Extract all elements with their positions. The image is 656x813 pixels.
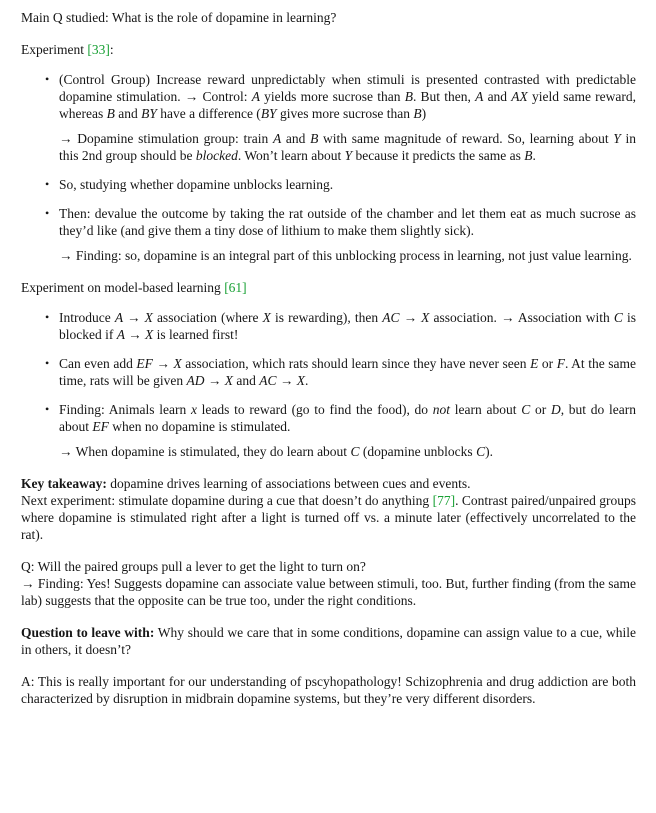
text-run: Question to leave with: xyxy=(21,625,155,640)
text-run: B xyxy=(310,131,319,146)
bullet-icon: • xyxy=(45,177,50,191)
text-run: . Won’t learn about xyxy=(237,148,345,163)
list-item-paragraph xyxy=(59,71,636,122)
text-run: Q: Will the paired groups pull a lever to get the light to turn on? xyxy=(21,559,366,574)
text-run: EF → X xyxy=(136,356,182,371)
text-run: Why should we care that in some conditions, dopamine can assign value to a cue, while in others, it doesn’t? xyxy=(21,625,636,657)
text-run: Key takeaway: xyxy=(21,476,107,491)
text-run: BY xyxy=(141,106,157,121)
text-run: ) xyxy=(421,106,427,121)
text-run: or xyxy=(538,356,557,371)
bullet-item-body xyxy=(59,401,636,460)
bullet-item-body xyxy=(59,309,636,343)
text-run: So, studying whether dopamine unblocks learning. xyxy=(59,177,334,192)
text-run: because it predicts the same as xyxy=(352,148,525,163)
text-run: Finding: Animals learn xyxy=(59,402,191,417)
text-run: . At the same time, rats will be given xyxy=(59,356,636,388)
text-run: Then: devalue the outcome by taking the rat outside of the chamber and let them eat as much sucrose as they’d like (and give them a tiny dose of lithium to make them slightly sick). xyxy=(59,206,636,238)
text-run: ). xyxy=(485,444,493,459)
bullet-item-unblocking xyxy=(21,176,636,193)
text-run: B xyxy=(404,89,413,104)
text-run: X xyxy=(262,310,271,325)
text-run: association, which rats should learn since they have never seen xyxy=(181,356,531,371)
text-run: → Finding: so, dopamine is an integral part of this unblocking process in learning, not just value learning. xyxy=(59,248,632,263)
text-run: Experiment on model-based learning xyxy=(21,280,225,295)
text-run: C xyxy=(613,310,623,325)
text-run: is learned first! xyxy=(153,327,239,342)
heading-experiment-33 xyxy=(21,41,636,58)
text-run: Experiment xyxy=(21,42,88,57)
bullet-icon: • xyxy=(45,310,50,324)
lever-question-block xyxy=(21,558,636,609)
text-run: and xyxy=(281,131,311,146)
paragraph-next-experiment xyxy=(21,492,636,543)
text-run: A xyxy=(272,131,282,146)
heading-experiment-61 xyxy=(21,279,636,296)
text-run: AC → X xyxy=(382,310,430,325)
citation-link[interactable]: [61] xyxy=(224,280,247,295)
text-run: association (where xyxy=(152,310,263,325)
text-run: is rewarding), then xyxy=(270,310,383,325)
list-item-paragraph xyxy=(59,355,636,389)
bullet-item-body xyxy=(59,71,636,164)
text-run: Main Q studied: What is the role of dopamine in learning? xyxy=(21,10,337,25)
text-run: learn about xyxy=(450,402,522,417)
bullet-item-finding xyxy=(21,401,636,460)
key-takeaway-block xyxy=(21,475,636,543)
text-run: (Control Group) Increase reward unpredictably when stimuli is presented contrasted with predictable dopamine stimulation. → Control: xyxy=(59,72,636,104)
bullet-item-ef-association xyxy=(21,355,636,389)
text-run: A → X xyxy=(114,310,153,325)
text-run: . Contrast paired/unpaired groups where dopamine is stimulated right after a light is turned off vs. a minute later (effectively uncorrelated to the rat). xyxy=(21,493,636,542)
paragraph-main-question xyxy=(21,9,636,26)
text-run: → Finding: Yes! Suggests dopamine can associate value between stimuli, too. But, further finding (from the same lab) suggests that the opposite can be true too, under the right conditions. xyxy=(21,576,636,608)
list-item-paragraph xyxy=(59,309,636,343)
list-item-paragraph xyxy=(59,401,636,435)
text-run: AX xyxy=(511,89,528,104)
bullet-icon: • xyxy=(45,206,50,220)
text-run: : xyxy=(109,42,114,57)
text-run: B xyxy=(413,106,422,121)
bullet-item-associations xyxy=(21,309,636,343)
text-run: Next experiment: stimulate dopamine during a cue that doesn’t do anything xyxy=(21,493,433,508)
experiment-61-bullet-list xyxy=(21,309,636,460)
bullet-item-body xyxy=(59,355,636,389)
text-run: yields more sucrose than xyxy=(259,89,405,104)
text-run: gives more sucrose than xyxy=(276,106,414,121)
text-run: B xyxy=(106,106,115,121)
text-run: with same magnitude of reward. So, learning about xyxy=(318,131,614,146)
citation-link[interactable]: [77] xyxy=(432,493,456,508)
bullet-icon: • xyxy=(45,72,50,86)
text-run: in this 2nd group should be xyxy=(59,131,636,163)
text-run: have a difference ( xyxy=(156,106,261,121)
text-run: AC → X xyxy=(259,373,305,388)
text-run: EF xyxy=(92,419,109,434)
bullet-item-control-group xyxy=(21,71,636,164)
list-item-paragraph xyxy=(59,443,636,460)
bullet-item-devalue xyxy=(21,205,636,264)
text-run: D xyxy=(550,402,561,417)
list-item-paragraph xyxy=(59,176,636,193)
text-run: BY xyxy=(260,106,277,121)
paragraph-key-takeaway xyxy=(21,475,636,492)
text-run: A: This is really important for our understanding of pscyhopathology! Schizophrenia and drug addiction are both characterized by disruption in midbrain dopamine systems, but they’re very different disorders. xyxy=(21,674,636,706)
text-run: blocked xyxy=(195,148,238,163)
text-run: . xyxy=(532,148,536,163)
paragraph-question-lever xyxy=(21,558,636,575)
paragraph-question-to-leave-with xyxy=(21,624,636,658)
bullet-item-body xyxy=(59,205,636,264)
paragraph-answer xyxy=(21,673,636,707)
text-run: Y xyxy=(344,148,353,163)
text-run: B xyxy=(524,148,533,163)
text-run: . But then, xyxy=(412,89,476,104)
text-run: A xyxy=(475,89,484,104)
text-run: F xyxy=(556,356,565,371)
text-run: not xyxy=(432,402,451,417)
text-run: dopamine drives learning of associations between cues and events. xyxy=(106,476,471,491)
text-run: and xyxy=(483,89,512,104)
text-run: C xyxy=(350,444,360,459)
text-run: Can even add xyxy=(59,356,137,371)
text-run: x xyxy=(190,402,197,417)
text-run: and xyxy=(114,106,142,121)
citation-link[interactable]: [33] xyxy=(87,42,110,57)
bullet-item-body xyxy=(59,176,636,193)
text-run: → Dopamine stimulation group: train xyxy=(59,131,273,146)
text-run: or xyxy=(530,402,551,417)
experiment-33-bullet-list xyxy=(21,71,636,264)
text-run: is blocked if xyxy=(59,310,637,342)
paragraph-finding-lever xyxy=(21,575,636,609)
text-run: (dopamine unblocks xyxy=(359,444,477,459)
bullet-icon: • xyxy=(45,402,50,416)
text-run: AD → X xyxy=(186,373,233,388)
list-item-paragraph xyxy=(59,247,636,264)
text-run: Introduce xyxy=(59,310,115,325)
text-run: C xyxy=(476,444,486,459)
list-item-paragraph xyxy=(59,205,636,239)
text-run: when no dopamine is stimulated. xyxy=(108,419,291,434)
list-item-paragraph xyxy=(59,130,636,164)
text-run: A → X xyxy=(116,327,154,342)
text-run: → When dopamine is stimulated, they do learn about xyxy=(59,444,351,459)
bullet-icon: • xyxy=(45,356,50,370)
text-run: . xyxy=(304,373,309,388)
text-run: association. → Association with xyxy=(429,310,614,325)
text-run: E xyxy=(530,356,539,371)
text-run: , but do learn about xyxy=(59,402,636,434)
text-run: Y xyxy=(613,131,621,146)
text-run: leads to reward (go to find the food), do xyxy=(196,402,433,417)
text-run: yield same reward, whereas xyxy=(59,89,636,121)
text-run: and xyxy=(232,373,260,388)
text-run: C xyxy=(521,402,531,417)
text-run: A xyxy=(251,89,260,104)
